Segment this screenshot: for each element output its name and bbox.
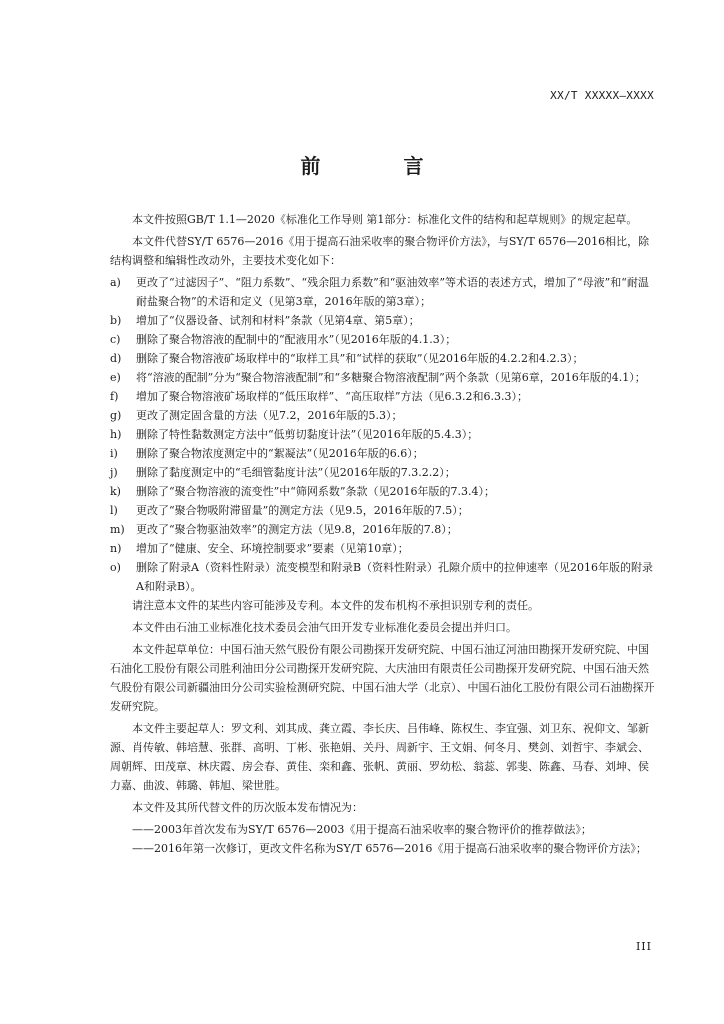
proposer-paragraph: 本文件由石油工业标准化技术委员会油气田开发专业标准化委员会提出并归口。 bbox=[132, 621, 517, 634]
history-item: ——2003年首次发布为SY/T 6576—2003《用于提高石油采收率的聚合物评价的推荐做法》； bbox=[132, 823, 592, 836]
list-item: b) 增加了“仪器设备、试剂和材料”条款（见第4章、第5章）； bbox=[110, 314, 420, 327]
history-item: ——2016年第一次修订，更改文件名称为SY/T 6576—2016《用于提高石油采收率的聚合物评价方法》； bbox=[132, 842, 647, 855]
drafting-rule-paragraph: 本文件按照GB/T 1.1—2020《标准化工作导则 第1部分：标准化文件的结构和起草规则》的规定起草。 bbox=[132, 213, 638, 226]
replacement-paragraph: 本文件代替SY/T 6576—2016《用于提高石油采收率的聚合物评价方法》，与SY/T 6576—2016相比，除结构调整和编辑性改动外，主要技术变化如下： bbox=[110, 235, 650, 267]
list-item: m) 更改了“聚合物驱油效率”的测定方法（见9.8，2016年版的7.8）； bbox=[110, 523, 458, 536]
technical-changes-list bbox=[110, 273, 658, 596]
drafters-paragraph: 本文件主要起草人：罗文利、刘其成、龚立霞、李长庆、吕伟峰、陈权生、李宜强、刘卫东、祝仰文、邹新源、肖传敏、韩培慧、张群、高明、丁彬、张艳娟、关丹、周新宇、王文娟、何冬月、樊剑、刘哲宇、李斌会、周朝辉、田茂章、林庆霞、房会春、黄佳、栾和鑫、张帆、黄丽、罗幼松、翁蕊、郭斐、陈鑫、马春、刘坤、侯力嘉、曲波、韩璐、韩旭、梁世胜。 bbox=[110, 722, 649, 792]
history-intro: 本文件及其所代替文件的历次版本发布情况为： bbox=[132, 801, 363, 814]
list-item: g) 更改了测定固含量的方法（见7.2，2016年版的5.3）； bbox=[110, 409, 403, 422]
list-item: i) 删除了聚合物浓度测定中的“絮凝法”（见2016年版的6.6）； bbox=[110, 447, 424, 460]
list-item: j) 删除了黏度测定中的“毛细管黏度计法”（见2016年版的7.3.2.2）； bbox=[110, 466, 456, 479]
drafting-units-paragraph: 本文件起草单位：中国石油天然气股份有限公司勘探开发研究院、中国石油辽河油田勘探开发研究院、中国石油化工股份有限公司胜利油田分公司勘探开发研究院、大庆油田有限责任公司勘探开发研究院、中国石油天然气股份有限公司新疆油田分公司实验检测研究院、中国石油大学（北京）、中国石油化工股份有限公司石油勘探开发研究院。 bbox=[110, 643, 655, 713]
list-item: l) 更改了“聚合物吸附滞留量”的测定方法（见9.5，2016年版的7.5）； bbox=[110, 504, 469, 517]
list-item: h) 删除了特性黏数测定方法中“低剪切黏度计法”（见2016年版的5.4.3）； bbox=[110, 428, 479, 441]
list-item: k) 删除了“聚合物溶液的流变性”中“筛网系数”条款（见2016年版的7.3.4）； bbox=[110, 485, 495, 498]
document-body bbox=[110, 210, 658, 858]
list-item: n) 增加了“健康、安全、环境控制要求”要素（见第10章）； bbox=[110, 542, 409, 555]
list-item: f) 增加了聚合物溶液矿场取样的“低压取样”、“高压取样”方法（见6.3.2和6.3.3）； bbox=[110, 390, 528, 403]
document-code: XX/T XXXXX—XXXX bbox=[550, 89, 654, 102]
patent-notice: 请注意本文件的某些内容可能涉及专利。本文件的发布机构不承担识别专利的责任。 bbox=[132, 599, 539, 612]
page-title: 前 言 bbox=[300, 154, 462, 178]
page-number: III bbox=[635, 940, 652, 953]
list-item: c) 删除了聚合物溶液的配制中的“配液用水”（见2016年版的4.1.3）； bbox=[110, 333, 457, 346]
list-item: o) 删除了附录A（资料性附录）流变模型和附录B（资料性附录）孔隙介质中的拉伸速率（见2016年版的附录A和附录B）。 bbox=[110, 561, 654, 593]
list-item: d) 删除了聚合物溶液矿场取样中的“取样工具”和“试样的获取”（见2016年版的4.2.2和4.2.3）； bbox=[110, 352, 584, 365]
list-item: a) 更改了“过滤因子”、“阻力系数”、“残余阻力系数”和“驱油效率”等术语的表述方式，增加了“母液”和“耐温耐盐聚合物”的术语和定义（见第3章，2016年版的第3章）； bbox=[110, 276, 649, 308]
list-item: e) 将“溶液的配制”分为“聚合物溶液配制”和“多糖聚合物溶液配制”两个条款（见第6章，2016年版的4.1）； bbox=[110, 371, 646, 384]
